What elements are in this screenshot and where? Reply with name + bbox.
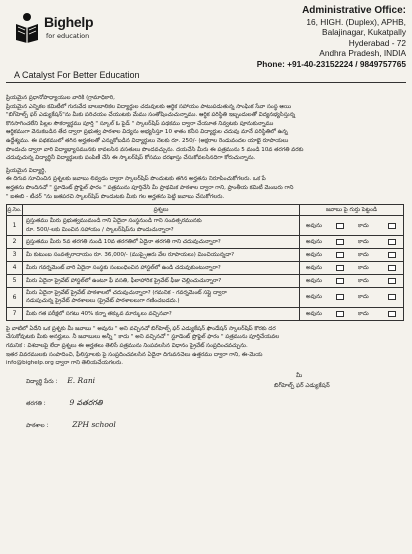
table-row <box>7 216 404 236</box>
col-answer-header: జవాబు పై గుర్తు పెట్టండి <box>300 205 404 216</box>
sign-organization: బిగ్‌హెల్ప్ ఫర్ ఎడ్యుకేషన్ <box>274 382 330 389</box>
table-row <box>7 248 404 261</box>
salutation-student: ప్రియమైన విద్యార్థి, <box>6 167 47 174</box>
no-label: కాదు <box>358 294 369 301</box>
bighelp-logo-icon <box>14 12 40 44</box>
yes-checkbox[interactable] <box>336 239 344 245</box>
no-checkbox[interactable] <box>388 223 396 229</box>
footer-line: info@bighelp.org ద్వారా గాని తెలియచేయగలరు. <box>6 360 123 367</box>
office-address <box>206 4 406 69</box>
salutation-headmaster: ప్రియమైన ప్రధానోపాధ్యాయుల వారికి (గ్రామాధికారి, <box>6 95 115 101</box>
yes-checkbox[interactable] <box>336 223 344 229</box>
footer-line: చేసుకోవుటకు మీకు అనర్హులు. నీ జవాబులు అన్నీ " కాదు " అని వచ్చినచో " స్టూడెంట్ ప్రొఫైల్ ఫారం " పత్రమును పూర్తిచేయవల <box>6 334 280 341</box>
question-text <box>23 287 300 307</box>
office-line: 16, HIGH. (Duplex), APHB, <box>306 17 406 27</box>
row-number: 4 <box>7 261 23 274</box>
logo-subtitle: for education <box>46 32 90 40</box>
answer-cell <box>300 216 404 236</box>
student-name-label: విద్యార్థి పేరు : <box>26 378 58 385</box>
no-checkbox[interactable] <box>388 265 396 271</box>
letter-line: ఆర్థికముగా వెనుకబడిన తేద ద్వారా ప్రభుత్వ పాఠశాల విద్యను అభ్యసిస్తూ 10 శాతం కనీస విద్యార్థుల చదువు మానే పరిస్థితిలో ఉన్న <box>6 129 288 136</box>
question-text <box>23 274 300 287</box>
signature-block <box>6 368 406 438</box>
header-divider <box>6 82 406 83</box>
yes-label: అవును <box>306 251 322 258</box>
student-name-value: E. Rani <box>67 375 96 385</box>
sign-prefix: మీ <box>296 372 303 379</box>
question-line: మీరు గవర్నమెంట్ వారి ఏదైనా సంస్థకు సంబంధించిన హాస్టల్‌లో ఉండి చదువుకుంటున్నారా? <box>26 264 221 271</box>
no-label: కాదు <box>358 264 369 271</box>
answer-cell <box>300 274 404 287</box>
answer-cell <box>300 287 404 307</box>
school-value: ZPH school <box>72 419 116 429</box>
answer-cell <box>300 261 404 274</box>
answer-cell <box>300 307 404 320</box>
question-line: మీ కుటుంబ సంవత్సరాదాయం రూ. 36,000/- (ముప్పైఆరు వేల రూపాయలు) మించియున్నదా? <box>26 251 235 258</box>
question-line: ప్రస్తుతము మీరు ప్రభుత్వముమండి గాని ఏదైనా సంస్థనుండి గాని సంవత్సరమునకు <box>26 218 202 225</box>
question-text <box>23 261 300 274</box>
footer-line: గమనిక : విశదాలపై లేదా ప్రశ్నలు ఈ అర్హతలు తెలిసే పత్రమును నింపవలసిన విధానం ప్రైవేట్ సంప్రదించవచ్చును. <box>6 342 248 349</box>
office-title: Administrative Office: <box>302 5 406 16</box>
question-line: ప్రస్తుతము మీరు 5వ తరగతి నుండి 10వ తరగతిలో ఏదైనా తరగతి గాని చదువుచున్నారా? <box>26 238 221 245</box>
letter-line: ఈ దిగువ సూచించిన ప్రశ్నలకు జవాబు లివ్వడం ద్వారా స్కాలర్‌షిప్ పొందుటకు తగిన అర్హతను నిరూపించుకోగలరు. ఒక పే <box>6 176 266 183</box>
row-number: 7 <box>7 307 23 320</box>
no-checkbox[interactable] <box>388 311 396 317</box>
logo-name: Bighelp <box>44 14 94 30</box>
row-number: 1 <box>7 216 23 236</box>
question-text <box>23 216 300 236</box>
no-label: కాదు <box>358 277 369 284</box>
table-row <box>7 261 404 274</box>
letter-line: అర్హతను పొందినచో " స్టూడెంట్ ప్రొఫైల్ ఫారం " పత్రమును పూర్తిచేసి మీ ప్రాథమిక పాఠశాల ద్వారా గాని, ప్రాంతీయ కమిటీ మెంబరు గాని <box>6 184 294 191</box>
letter-line: చదువుచున్న విద్యార్థినీ విద్యార్థులకు పంపిణీ చేసి ఈ స్కాలర్‌షిప్ కోసము దరఖాస్తు చేసుకోవలసినదిగా కోరుచున్నాను. <box>6 155 256 162</box>
office-line: Balajinagar, Kukatpally <box>322 27 406 38</box>
question-text <box>23 235 300 248</box>
question-text <box>23 307 300 320</box>
yes-label: అవును <box>306 222 322 229</box>
row-number: 5 <box>7 274 23 287</box>
yes-checkbox[interactable] <box>336 311 344 317</box>
letter-line: ప్రియమైన ఎన్నికల కమిటీలో గురువేద బాలబాలికల విద్యార్థుల చదువులకు ఆర్థిక సహాయం పాటుపడుతున్న సాంఘిక సేవా సంస్థ ఆయి <box>6 103 292 110</box>
question-text <box>23 248 300 261</box>
letter-line: పొందుచు ద్వారా వారి విద్యాభ్యాసమునకు కావలసిన వసతులు పొందవచ్చును. దయచేసి మీరు ఈ పత్రమును 5 మండి 10వ తరగతి వరకు <box>6 146 304 153</box>
footer-line: పై వాటిలో ఏదేని ఒక ప్రశ్నకు మీ జవాబు " అవును " అని వచ్చినచో బిగ్‌హెల్ప్ ఫర్ ఎడ్యుకేషన్ ఫౌండేషన్ స్కాలర్‌షిప్ కొరకు దర <box>6 325 276 332</box>
col-question-header: ప్రశ్నలు <box>23 205 300 216</box>
letter-line: "బిగ్‌హెల్ప్ ఫర్ ఎడ్యుకేషన్"ను మీకు పరిచయం చేయుటకు మేము సంతోషించుచున్నాము. ఆర్థిక పరిస్థితి ఇబ్బందులతో విద్యనభ్యసిస్తున్న <box>6 112 296 119</box>
office-line: Hyderabad - 72 <box>348 37 406 48</box>
no-checkbox[interactable] <box>388 252 396 258</box>
yes-checkbox[interactable] <box>336 252 344 258</box>
answer-cell <box>300 248 404 261</box>
office-phone: Phone: +91-40-23152224 / 9849757765 <box>256 58 406 69</box>
question-line: రూ. 500/-లకు మించిన సహాయం / స్కాలర్‌షిప్‌ను పొందుచున్నారా? <box>26 226 174 233</box>
no-checkbox[interactable] <box>388 294 396 300</box>
school-row <box>26 420 116 430</box>
yes-checkbox[interactable] <box>336 265 344 271</box>
yes-label: అవును <box>306 264 322 271</box>
row-number: 6 <box>7 287 23 307</box>
no-label: కాదు <box>358 238 369 245</box>
table-row <box>7 287 404 307</box>
question-line: మీరు ఏదైనా ప్రైవేట్ హాస్టల్‌లో ఉంటూ ఫీ వసతి, ఫీలాహారిక ప్రైవేట్ ఫీజు చెల్లించుచున్నారా? <box>26 277 222 284</box>
letter-line: కొనసాగించలేని పిల్లల సౌకర్యార్థము పూర్తి " స్కూల్ ఓ పైడ్ " స్కాలర్‌షిప్ పథకము ద్వారా చేయూత నివ్వటకు పూనుకున్నాము <box>6 120 274 127</box>
yes-label: అవును <box>306 238 322 245</box>
yes-label: అవును <box>306 310 322 317</box>
yes-checkbox[interactable] <box>336 278 344 284</box>
table-row <box>7 274 404 287</box>
no-label: కాదు <box>358 310 369 317</box>
student-name-row <box>26 376 95 386</box>
no-checkbox[interactable] <box>388 239 396 245</box>
col-number-header: ప్ర.సెం. <box>7 205 23 216</box>
table-header-row <box>7 205 404 216</box>
footer-line: ఇతర వివరములకు సంపాదించి, ఫీలిస్తూలకు పై సంప్రదించవలసిన ఏదైనా దిగువనచెలు ఉత్తరము ద్వారా గాని, ఈ-మెయ <box>6 351 263 358</box>
row-number: 3 <box>7 248 23 261</box>
letter-line: " ఐఈబి - టీచర్ "ను జతపరచి స్కాలర్‌షిప్ పొందుటకు మీకు గల అర్హతను పెట్టి జవాబు చేసుకోగలరు. <box>6 193 225 200</box>
letter-line: ఉద్దేశ్యము. ఈ పథకములో తగిన అర్హతలతో ఎన్నుకోబడిన విద్యార్థులు నెలకు రూ. 250/- (అక్షరాల రెండువందల యాభై రూపాయలు <box>6 137 289 144</box>
table-row <box>7 235 404 248</box>
eligibility-questions-table <box>6 204 404 321</box>
question-line: నడుపుచున్న ప్రైవేట్ పాఠశాలలు (ప్రైవేట్ పాఠశాలలుగా గణించబడదు.) <box>26 298 180 305</box>
question-line: మీరు ఏదైనా ప్రైవేట్ ప్రైవేట్ పాఠశాలలో చదువుచున్నారా? (గమనిక - గవర్నమెంట్ సప్లై ద్వారా <box>26 289 227 296</box>
yes-label: అవును <box>306 294 322 301</box>
school-label: పాఠశాల : <box>26 422 49 429</box>
table-row <box>7 307 404 320</box>
class-label: తరగతి : <box>26 400 46 407</box>
class-row <box>26 398 103 409</box>
row-number: 2 <box>7 235 23 248</box>
no-label: కాదు <box>358 222 369 229</box>
no-checkbox[interactable] <box>388 278 396 284</box>
answer-cell <box>300 235 404 248</box>
question-line: మీకు గత పరీక్షలో సగటు 40% కన్నా తక్కువ మార్కులు వచ్చినవా? <box>26 310 172 317</box>
no-label: కాదు <box>358 251 369 258</box>
tagline: A Catalyst For Better Education <box>14 70 140 80</box>
logo <box>14 10 110 50</box>
class-value: 9 వతరగతి <box>69 397 103 407</box>
letterhead <box>6 4 406 84</box>
yes-checkbox[interactable] <box>336 294 344 300</box>
yes-label: అవును <box>306 277 322 284</box>
office-line: Andhra Pradesh, INDIA <box>319 48 406 59</box>
